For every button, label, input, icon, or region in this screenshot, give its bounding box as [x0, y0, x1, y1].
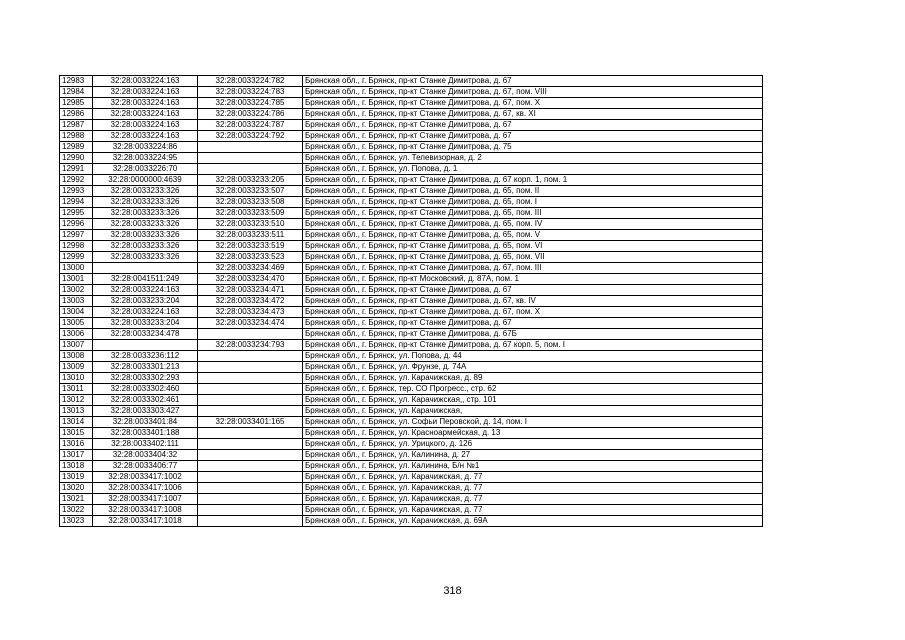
row-number-cell: 13013	[60, 406, 93, 417]
cadastral-number-cell: 32:28:0033236:112	[93, 351, 198, 362]
table-row	[60, 285, 763, 296]
linked-cadastral-number-cell: 32:28:0033234:473	[198, 307, 303, 318]
cadastral-number-cell: 32:28:0033303:427	[93, 406, 198, 417]
cadastral-number-cell: 32:28:0033233:326	[93, 186, 198, 197]
row-number-cell: 12996	[60, 219, 93, 230]
row-number-cell: 13005	[60, 318, 93, 329]
row-number-cell: 12988	[60, 131, 93, 142]
cadastral-number-cell: 32:28:0033224:86	[93, 142, 198, 153]
cadastral-number-cell: 32:28:0033233:326	[93, 230, 198, 241]
table-row	[60, 362, 763, 373]
cadastral-number-cell: 32:28:0033406:77	[93, 461, 198, 472]
cadastral-number-cell	[93, 340, 198, 351]
address-cell: Брянская обл., г. Брянск, пр-кт Станке Димитрова, д. 67, пом. Х	[303, 98, 763, 109]
address-cell: Брянская обл., г. Брянск, ул. Фрунзе, д. 74А	[303, 362, 763, 373]
address-cell: Брянская обл., г. Брянск, пр-кт Станке Димитрова, д. 67Б	[303, 329, 763, 340]
cadastral-number-cell: 32:28:0033224:95	[93, 153, 198, 164]
row-number-cell: 13000	[60, 263, 93, 274]
row-number-cell: 13012	[60, 395, 93, 406]
table-row	[60, 395, 763, 406]
table-row	[60, 120, 763, 131]
row-number-cell: 13006	[60, 329, 93, 340]
cadastral-number-cell: 32:28:0033224:163	[93, 307, 198, 318]
table-row	[60, 483, 763, 494]
cadastral-number-cell: 32:28:0033417:1008	[93, 505, 198, 516]
row-number-cell: 13023	[60, 516, 93, 527]
table-body	[60, 76, 763, 527]
linked-cadastral-number-cell: 32:28:0033401:165	[198, 417, 303, 428]
cadastral-number-cell: 32:28:0033233:326	[93, 208, 198, 219]
address-cell: Брянская обл., г. Брянск, пр-кт Станке Димитрова, д. 67 корп. 1, пом. 1	[303, 175, 763, 186]
row-number-cell: 12985	[60, 98, 93, 109]
row-number-cell: 13016	[60, 439, 93, 450]
table-row	[60, 76, 763, 87]
address-cell: Брянская обл., г. Брянск, ул. Попова, д. 1	[303, 164, 763, 175]
row-number-cell: 13009	[60, 362, 93, 373]
address-cell: Брянская обл., г. Брянск, ул. Калинина, Б/н №1	[303, 461, 763, 472]
table-row	[60, 252, 763, 263]
linked-cadastral-number-cell: 32:28:0033233:510	[198, 219, 303, 230]
address-cell: Брянская обл., г. Брянск, пр-кт Станке Димитрова, д. 67, пом. III	[303, 263, 763, 274]
cadastral-number-cell: 32:28:0033233:326	[93, 219, 198, 230]
table-row	[60, 164, 763, 175]
row-number-cell: 12992	[60, 175, 93, 186]
address-cell: Брянская обл., г. Брянск, пр-кт Станке Димитрова, д. 67	[303, 131, 763, 142]
linked-cadastral-number-cell	[198, 428, 303, 439]
linked-cadastral-number-cell: 32:28:0033233:205	[198, 175, 303, 186]
row-number-cell: 12987	[60, 120, 93, 131]
row-number-cell: 13003	[60, 296, 93, 307]
row-number-cell: 12990	[60, 153, 93, 164]
row-number-cell: 13018	[60, 461, 93, 472]
table-row	[60, 153, 763, 164]
table-row	[60, 384, 763, 395]
cadastral-number-cell	[93, 263, 198, 274]
row-number-cell: 13022	[60, 505, 93, 516]
address-cell: Брянская обл., г. Брянск, ул. Попова, д. 44	[303, 351, 763, 362]
row-number-cell: 12983	[60, 76, 93, 87]
cadastral-number-cell: 32:28:0033233:326	[93, 241, 198, 252]
linked-cadastral-number-cell	[198, 329, 303, 340]
row-number-cell: 13020	[60, 483, 93, 494]
linked-cadastral-number-cell	[198, 450, 303, 461]
linked-cadastral-number-cell	[198, 406, 303, 417]
cadastral-number-cell: 32:28:0033233:326	[93, 197, 198, 208]
linked-cadastral-number-cell	[198, 142, 303, 153]
page-number: 318	[443, 585, 462, 597]
address-cell: Брянская обл., г. Брянск, пр-кт Станке Димитрова, д. 75	[303, 142, 763, 153]
table-row	[60, 197, 763, 208]
cadastral-number-cell: 32:28:0033301:213	[93, 362, 198, 373]
cadastral-number-cell: 32:28:0033224:163	[93, 87, 198, 98]
address-cell: Брянская обл., г. Брянск, пр-кт Станке Димитрова, д. 67	[303, 76, 763, 87]
address-cell: Брянская обл., г. Брянск, пр-кт Станке Димитрова, д. 65, пом. II	[303, 186, 763, 197]
linked-cadastral-number-cell	[198, 472, 303, 483]
row-number-cell: 12989	[60, 142, 93, 153]
cadastral-number-cell: 32:28:0033404:32	[93, 450, 198, 461]
cadastral-number-cell: 32:28:0033233:326	[93, 252, 198, 263]
row-number-cell: 12991	[60, 164, 93, 175]
table-row	[60, 439, 763, 450]
table-row	[60, 340, 763, 351]
table-row	[60, 274, 763, 285]
linked-cadastral-number-cell	[198, 153, 303, 164]
linked-cadastral-number-cell	[198, 362, 303, 373]
linked-cadastral-number-cell: 32:28:0033224:792	[198, 131, 303, 142]
linked-cadastral-number-cell: 32:28:0033234:471	[198, 285, 303, 296]
linked-cadastral-number-cell: 32:28:0033234:793	[198, 340, 303, 351]
cadastral-number-cell: 32:28:0033302:460	[93, 384, 198, 395]
linked-cadastral-number-cell: 32:28:0033234:469	[198, 263, 303, 274]
address-cell: Брянская обл., г. Брянск, ул. Карачижская, д. 77	[303, 505, 763, 516]
row-number-cell: 13002	[60, 285, 93, 296]
row-number-cell: 12984	[60, 87, 93, 98]
cadastral-number-cell: 32:28:0033417:1018	[93, 516, 198, 527]
cadastral-number-cell: 32:28:0033401:188	[93, 428, 198, 439]
table-row	[60, 406, 763, 417]
address-cell: Брянская обл., г. Брянск, тер. СО Прогресс., стр. 62	[303, 384, 763, 395]
linked-cadastral-number-cell: 32:28:0033234:474	[198, 318, 303, 329]
linked-cadastral-number-cell	[198, 516, 303, 527]
linked-cadastral-number-cell	[198, 494, 303, 505]
table-row	[60, 241, 763, 252]
row-number-cell: 12986	[60, 109, 93, 120]
row-number-cell: 13014	[60, 417, 93, 428]
row-number-cell: 12998	[60, 241, 93, 252]
address-cell: Брянская обл., г. Брянск, ул. Красноармейская, д. 13	[303, 428, 763, 439]
cadastral-number-cell: 32:28:0033233:204	[93, 296, 198, 307]
address-cell: Брянская обл., г. Брянск, пр-кт Станке Димитрова, д. 65, пом. V	[303, 230, 763, 241]
linked-cadastral-number-cell	[198, 395, 303, 406]
table-row	[60, 461, 763, 472]
table-row	[60, 307, 763, 318]
linked-cadastral-number-cell: 32:28:0033234:472	[198, 296, 303, 307]
address-cell: Брянская обл., г. Брянск, пр-кт Станке Димитрова, д. 65, пом. VII	[303, 252, 763, 263]
linked-cadastral-number-cell: 32:28:0033224:783	[198, 87, 303, 98]
row-number-cell: 13007	[60, 340, 93, 351]
row-number-cell: 12995	[60, 208, 93, 219]
table-row	[60, 472, 763, 483]
table-row	[60, 428, 763, 439]
linked-cadastral-number-cell: 32:28:0033234:470	[198, 274, 303, 285]
address-cell: Брянская обл., г. Брянск, пр-кт Станке Димитрова, д. 67 корп. 5, пом. I	[303, 340, 763, 351]
row-number-cell: 13001	[60, 274, 93, 285]
linked-cadastral-number-cell: 32:28:0033233:507	[198, 186, 303, 197]
address-cell: Брянская обл., г. Брянск, пр-кт Станке Димитрова, д. 67, кв. XI	[303, 109, 763, 120]
linked-cadastral-number-cell	[198, 505, 303, 516]
table-row	[60, 109, 763, 120]
address-cell: Брянская обл., г. Брянск, ул. Карачижская, д. 77	[303, 472, 763, 483]
address-cell: Брянская обл., г. Брянск, пр-кт Станке Димитрова, д. 67	[303, 285, 763, 296]
cadastral-number-cell: 32:28:0033302:293	[93, 373, 198, 384]
linked-cadastral-number-cell: 32:28:0033224:785	[198, 98, 303, 109]
linked-cadastral-number-cell: 32:28:0033233:519	[198, 241, 303, 252]
linked-cadastral-number-cell	[198, 439, 303, 450]
linked-cadastral-number-cell	[198, 483, 303, 494]
address-cell: Брянская обл., г. Брянск, ул. Карачижская, д. 69А	[303, 516, 763, 527]
cadastral-number-cell: 32:28:0033402:111	[93, 439, 198, 450]
cadastral-number-cell: 32:28:0033224:163	[93, 285, 198, 296]
table-row	[60, 263, 763, 274]
cadastral-number-cell: 32:28:0033234:478	[93, 329, 198, 340]
table-row	[60, 373, 763, 384]
row-number-cell: 13017	[60, 450, 93, 461]
table-row	[60, 296, 763, 307]
row-number-cell: 12993	[60, 186, 93, 197]
address-cell: Брянская обл., г. Брянск, ул. Карачижская,	[303, 406, 763, 417]
linked-cadastral-number-cell	[198, 373, 303, 384]
address-cell: Брянская обл., г. Брянск, пр-кт Московский, д. 87А, пом. 1	[303, 274, 763, 285]
cadastral-number-cell: 32:28:0033224:163	[93, 76, 198, 87]
address-cell: Брянская обл., г. Брянск, ул. Калинина, д. 27	[303, 450, 763, 461]
address-cell: Брянская обл., г. Брянск, пр-кт Станке Димитрова, д. 65, пом. IV	[303, 219, 763, 230]
row-number-cell: 13011	[60, 384, 93, 395]
table-row	[60, 505, 763, 516]
address-cell: Брянская обл., г. Брянск, пр-кт Станке Димитрова, д. 65, пом. VI	[303, 241, 763, 252]
cadastral-number-cell: 32:28:0033417:1002	[93, 472, 198, 483]
linked-cadastral-number-cell: 32:28:0033224:782	[198, 76, 303, 87]
table-row	[60, 186, 763, 197]
table-row	[60, 230, 763, 241]
address-cell: Брянская обл., г. Брянск, пр-кт Станке Димитрова, д. 65, пом. I	[303, 197, 763, 208]
linked-cadastral-number-cell: 32:28:0033233:511	[198, 230, 303, 241]
cadastral-number-cell: 32:28:0033224:163	[93, 109, 198, 120]
table-row	[60, 98, 763, 109]
linked-cadastral-number-cell	[198, 351, 303, 362]
cadastral-number-cell: 32:28:0041511:249	[93, 274, 198, 285]
cadastral-number-cell: 32:28:0033401:84	[93, 417, 198, 428]
address-cell: Брянская обл., г. Брянск, пр-кт Станке Димитрова, д. 65, пом. III	[303, 208, 763, 219]
linked-cadastral-number-cell	[198, 384, 303, 395]
row-number-cell: 13004	[60, 307, 93, 318]
cadastral-number-cell: 32:28:0033224:163	[93, 131, 198, 142]
row-number-cell: 12999	[60, 252, 93, 263]
linked-cadastral-number-cell	[198, 461, 303, 472]
row-number-cell: 13010	[60, 373, 93, 384]
cadastral-number-cell: 32:28:0033226:70	[93, 164, 198, 175]
linked-cadastral-number-cell: 32:28:0033224:787	[198, 120, 303, 131]
table-row	[60, 494, 763, 505]
linked-cadastral-number-cell	[198, 164, 303, 175]
table-row	[60, 329, 763, 340]
table-row	[60, 351, 763, 362]
row-number-cell: 12994	[60, 197, 93, 208]
row-number-cell: 12997	[60, 230, 93, 241]
address-cell: Брянская обл., г. Брянск, ул. Карачижская,, стр. 101	[303, 395, 763, 406]
linked-cadastral-number-cell: 32:28:0033224:786	[198, 109, 303, 120]
cadastral-number-cell: 32:28:0033233:204	[93, 318, 198, 329]
address-cell: Брянская обл., г. Брянск, ул. Софьи Перовской, д. 14, пом. I	[303, 417, 763, 428]
row-number-cell: 13021	[60, 494, 93, 505]
address-cell: Брянская обл., г. Брянск, пр-кт Станке Димитрова, д. 67, пом. VIII	[303, 87, 763, 98]
address-cell: Брянская обл., г. Брянск, пр-кт Станке Димитрова, д. 67, кв. IV	[303, 296, 763, 307]
cadastral-number-cell: 32:28:0033417:1007	[93, 494, 198, 505]
address-cell: Брянская обл., г. Брянск, пр-кт Станке Димитрова, д. 67	[303, 318, 763, 329]
row-number-cell: 13008	[60, 351, 93, 362]
address-cell: Брянская обл., г. Брянск, ул. Телевизорная, д. 2	[303, 153, 763, 164]
address-cell: Брянская обл., г. Брянск, пр-кт Станке Димитрова, д. 67	[303, 120, 763, 131]
address-cell: Брянская обл., г. Брянск, пр-кт Станке Димитрова, д. 67, пом. Х	[303, 307, 763, 318]
property-registry-table	[59, 75, 763, 527]
row-number-cell: 13019	[60, 472, 93, 483]
cadastral-number-cell: 32:28:0033224:163	[93, 120, 198, 131]
table-row	[60, 175, 763, 186]
table-row	[60, 516, 763, 527]
linked-cadastral-number-cell: 32:28:0033233:523	[198, 252, 303, 263]
cadastral-number-cell: 32:28:0033224:163	[93, 98, 198, 109]
table-row	[60, 208, 763, 219]
cadastral-number-cell: 32:28:0000000:4639	[93, 175, 198, 186]
table-row	[60, 417, 763, 428]
linked-cadastral-number-cell: 32:28:0033233:509	[198, 208, 303, 219]
linked-cadastral-number-cell: 32:28:0033233:508	[198, 197, 303, 208]
address-cell: Брянская обл., г. Брянск, ул. Карачижская, д. 89	[303, 373, 763, 384]
table-row	[60, 131, 763, 142]
table-row	[60, 87, 763, 98]
cadastral-number-cell: 32:28:0033302:461	[93, 395, 198, 406]
table-row	[60, 142, 763, 153]
address-cell: Брянская обл., г. Брянск, ул. Урицкого, д. 126	[303, 439, 763, 450]
table-row	[60, 318, 763, 329]
row-number-cell: 13015	[60, 428, 93, 439]
table-row	[60, 450, 763, 461]
address-cell: Брянская обл., г. Брянск, ул. Карачижская, д. 77	[303, 483, 763, 494]
table-row	[60, 219, 763, 230]
cadastral-number-cell: 32:28:0033417:1006	[93, 483, 198, 494]
address-cell: Брянская обл., г. Брянск, ул. Карачижская, д. 77	[303, 494, 763, 505]
